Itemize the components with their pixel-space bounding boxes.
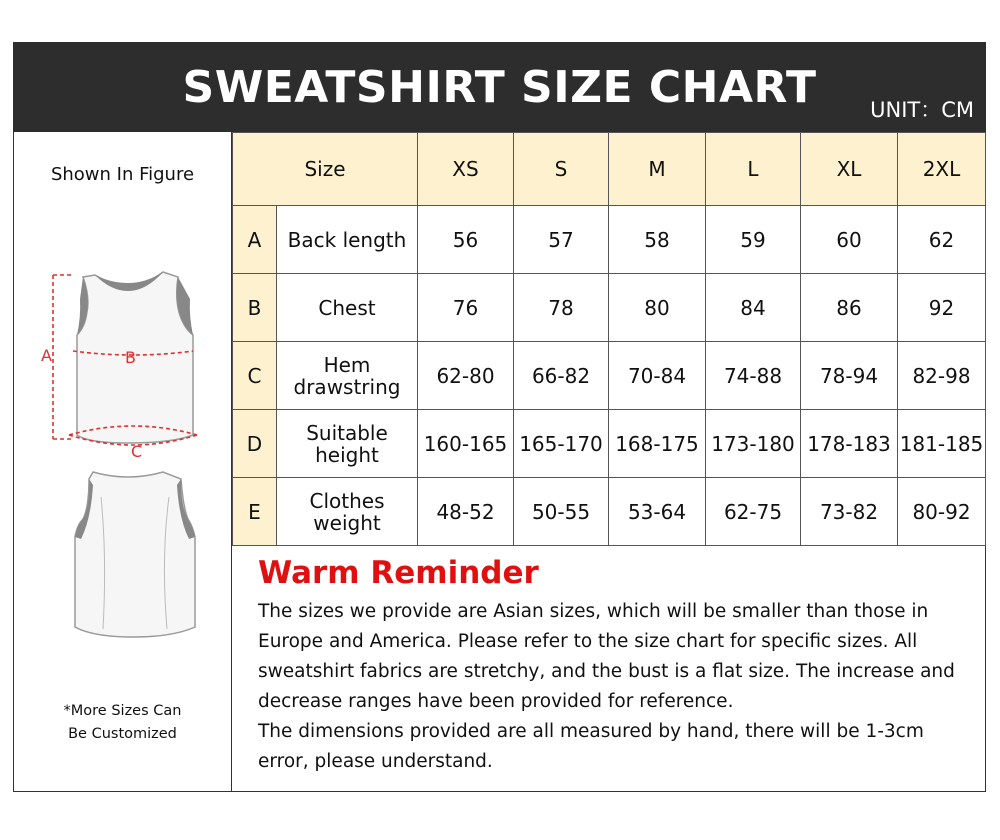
table-cell: 58 [609, 206, 706, 274]
table-cell: 84 [706, 274, 801, 342]
row-label-line-1: Suitable [306, 420, 388, 445]
table-cell: 173-180 [706, 410, 801, 478]
row-label [277, 342, 418, 410]
size-s-header: S [514, 133, 609, 206]
table-cell: 66-82 [514, 342, 609, 410]
size-header-row [233, 133, 986, 206]
table-cell: 53-64 [609, 478, 706, 546]
table-row-hem-drawstring [233, 342, 986, 410]
vest-back-illustration [75, 472, 195, 637]
table-row-chest [233, 274, 986, 342]
size-m-header: M [609, 133, 706, 206]
table-cell: 86 [801, 274, 898, 342]
row-label-line-2: drawstring [293, 374, 401, 399]
table-cell: 80-92 [898, 478, 986, 546]
reminder-title: Warm Reminder [258, 555, 539, 591]
table-cell: 178-183 [801, 410, 898, 478]
row-label: Back length [277, 206, 418, 274]
warm-reminder [258, 555, 978, 777]
table-cell: 165-170 [514, 410, 609, 478]
chart-title: SWEATSHIRT SIZE CHART [182, 62, 817, 113]
row-label-line-1: Clothes [309, 488, 385, 513]
reminder-paragraph-2: The dimensions provided are all measured by hand, there will be 1-3cm error, please understand. [258, 721, 924, 772]
marker-c: C [131, 442, 143, 461]
table-cell: 70-84 [609, 342, 706, 410]
size-table [232, 132, 986, 546]
table-cell: 76 [418, 274, 514, 342]
table-cell: 78-94 [801, 342, 898, 410]
table-cell: 168-175 [609, 410, 706, 478]
vest-figure [33, 257, 213, 767]
size-xl-header: XL [801, 133, 898, 206]
table-cell: 57 [514, 206, 609, 274]
table-row-suitable-height [233, 410, 986, 478]
size-xs-header: XS [418, 133, 514, 206]
table-cell: 74-88 [706, 342, 801, 410]
row-letter: E [233, 478, 277, 546]
chart-header [13, 42, 986, 132]
table-cell: 60 [801, 206, 898, 274]
table-cell: 160-165 [418, 410, 514, 478]
figure-panel [13, 132, 232, 792]
shown-in-figure-label: Shown In Figure [50, 164, 195, 185]
table-cell: 62 [898, 206, 986, 274]
marker-a: A [41, 346, 52, 365]
table-cell: 80 [609, 274, 706, 342]
table-cell: 92 [898, 274, 986, 342]
table-cell: 73-82 [801, 478, 898, 546]
table-cell: 82-98 [898, 342, 986, 410]
row-label-line-2: height [315, 442, 379, 467]
row-letter: B [233, 274, 277, 342]
row-label [277, 478, 418, 546]
table-row-back-length [233, 206, 986, 274]
table-row-clothes-weight [233, 478, 986, 546]
table-cell: 78 [514, 274, 609, 342]
size-header-label: Size [233, 133, 418, 206]
table-cell: 62-75 [706, 478, 801, 546]
custom-sizes-note [13, 700, 232, 746]
size-2xl-header: 2XL [898, 133, 986, 206]
table-cell: 50-55 [514, 478, 609, 546]
table-cell: 59 [706, 206, 801, 274]
custom-note-line-2: Be Customized [68, 726, 177, 742]
row-label-line-1: Hem [323, 352, 371, 377]
row-label [277, 410, 418, 478]
table-cell: 56 [418, 206, 514, 274]
reminder-paragraph-1: The sizes we provide are Asian sizes, which will be smaller than those in Europe and America. Please refer to the size chart for specific sizes. All sweatshirt fabrics are stretchy, and the bust is a flat size. The increase and decrease ranges have been provided for reference. [258, 601, 955, 712]
row-letter: C [233, 342, 277, 410]
row-letter: D [233, 410, 277, 478]
marker-b: B [125, 348, 136, 367]
table-cell: 62-80 [418, 342, 514, 410]
table-cell: 48-52 [418, 478, 514, 546]
custom-note-line-1: *More Sizes Can [63, 703, 182, 719]
row-label-line-2: weight [313, 510, 381, 535]
row-letter: A [233, 206, 277, 274]
size-l-header: L [706, 133, 801, 206]
unit-label: UNIT：CM [870, 98, 974, 122]
table-cell: 181-185 [898, 410, 986, 478]
row-label: Chest [277, 274, 418, 342]
